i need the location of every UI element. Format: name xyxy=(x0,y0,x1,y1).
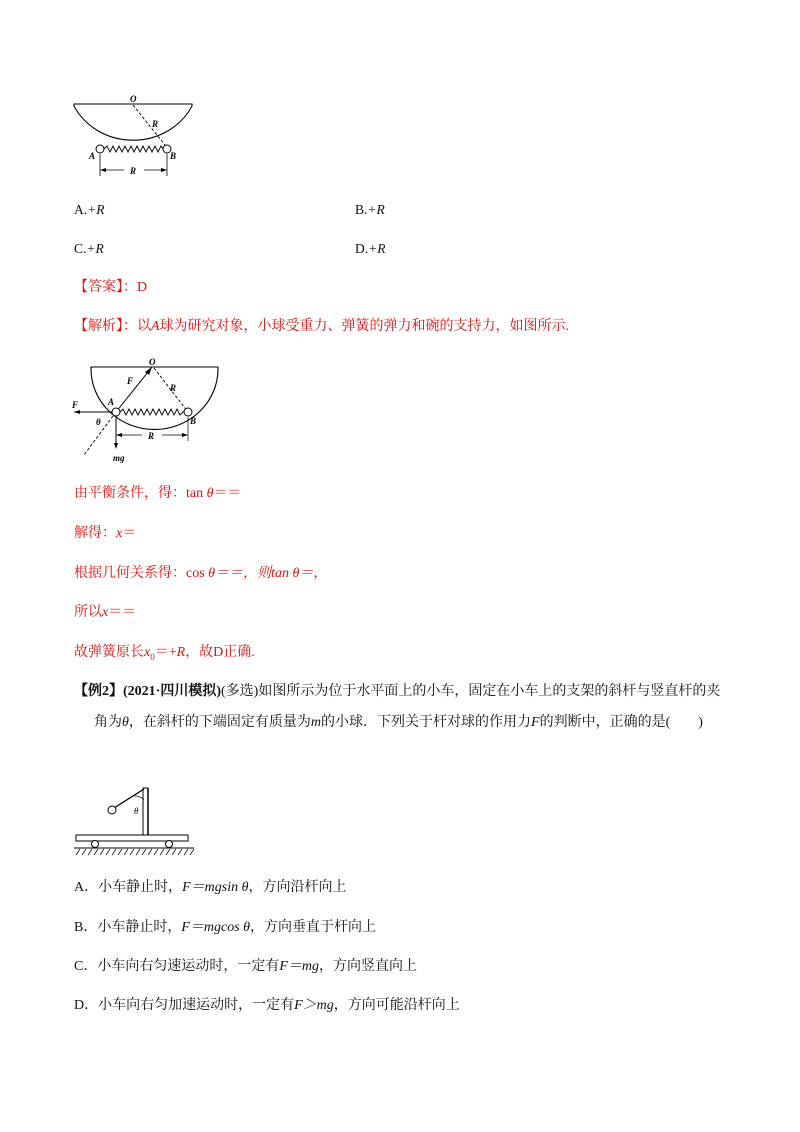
label-theta: θ xyxy=(134,806,139,816)
answer-line: 【答案】：D xyxy=(74,280,148,295)
label-R: R xyxy=(152,119,159,129)
figure-force-diagram xyxy=(66,355,236,467)
q2-option-d: D．小车向右匀加速运动时，一定有F＞mg，方向可能沿杆向上 xyxy=(74,998,460,1013)
q2-option-a: A．小车静止时，F＝mgsin θ，方向沿杆向上 xyxy=(74,880,347,895)
label-B: B xyxy=(190,416,197,426)
label-A: A xyxy=(108,397,115,407)
example2-line-2: 角为θ，在斜杆的下端固定有质量为m的小球．下列关于杆对球的作用力F的判断中，正确的是( ) xyxy=(94,715,703,730)
label-O: O xyxy=(149,357,156,367)
solution-line-5: 故弹簧原长$x_0=+R$，故D正确. xyxy=(74,645,255,662)
solution-line-3: 根据几何关系得：cos θ＝＝，则tan θ＝， xyxy=(74,566,328,581)
label-R-bottom: R xyxy=(148,431,155,441)
label-theta: θ xyxy=(96,417,101,427)
solution-line-4: 所以x＝＝ xyxy=(74,605,137,620)
solution-line-2: 解得：x＝ xyxy=(74,526,137,541)
label-F: F xyxy=(72,400,79,410)
label-mg: mg xyxy=(113,453,125,463)
label-A: A xyxy=(89,151,96,161)
figure-bowl-spring xyxy=(60,92,210,182)
label-R-bottom: R xyxy=(130,166,137,176)
label-R: R xyxy=(170,383,177,393)
q1-option-a: A.+R xyxy=(74,202,105,217)
q2-option-b: B．小车静止时，F＝mgcos θ，方向垂直于杆向上 xyxy=(74,920,377,935)
label-F-N: F xyxy=(127,376,134,386)
analysis-line: 【解析】：以A球为研究对象，小球受重力、弹簧的弹力和碗的支持力，如图所示. xyxy=(74,319,570,334)
label-O: O xyxy=(130,94,137,104)
label-B: B xyxy=(170,151,177,161)
example2-line-1: 【例2】(2021·四川模拟)(多选)如图所示为位于水平面上的小车，固定在小车上的支架的斜杆与竖直杆的夹 xyxy=(74,684,721,699)
q1-option-d: D.+R xyxy=(355,241,386,256)
q2-option-c: C．小车向右匀速运动时，一定有F＝mg，方向竖直向上 xyxy=(74,959,418,974)
solution-line-1: 由平衡条件，得：tan θ＝＝ xyxy=(74,486,242,501)
q1-option-b: B.+R xyxy=(355,202,385,217)
q1-option-c: C.+R xyxy=(74,241,104,256)
figure-cart xyxy=(70,780,200,858)
